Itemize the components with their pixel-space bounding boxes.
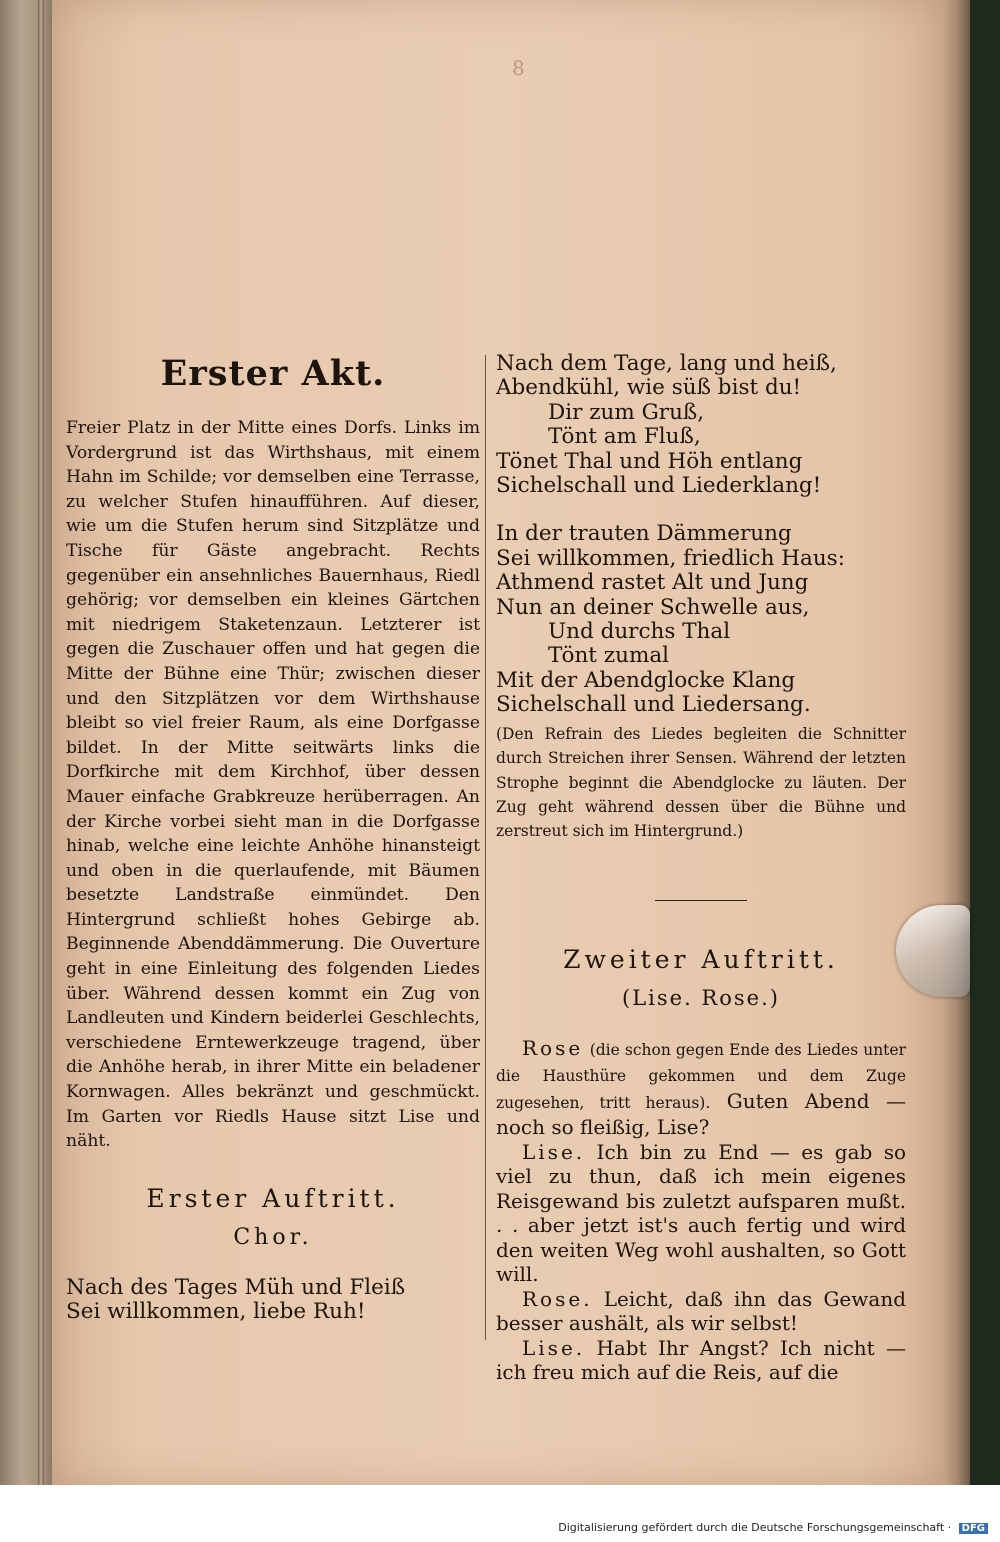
verse-line: Tönt zumal — [548, 643, 670, 669]
stage-direction-inline: (die schon gegen Ende des Liedes unter die Hausthüre gekommen und dem Zuge zugesehen, tritt heraus). — [496, 1040, 906, 1112]
character-list: (Lise. Rose.) — [622, 985, 780, 1010]
dialog-entry — [496, 1336, 906, 1385]
verse-line: Sichelschall und Liedersang. — [496, 692, 811, 718]
background-board — [970, 0, 1000, 1485]
dialog-entry — [496, 1140, 906, 1287]
dialog-block — [496, 1036, 906, 1385]
verse-line: Und durchs Thal — [548, 619, 731, 645]
dfg-logo: DFG — [959, 1523, 988, 1534]
separator-rule — [655, 900, 747, 901]
verse-line: Athmend rastet Alt und Jung — [496, 570, 809, 596]
left-column — [66, 350, 480, 1325]
verse-line: Dir zum Gruß, — [548, 399, 705, 425]
scene-title: Erster Auftritt. — [146, 1183, 400, 1213]
speaker-name: Rose — [522, 1035, 584, 1060]
stage-direction: (Den Refrain des Liedes begleiten die Schnitter durch Streichen ihrer Sensen. Während der letzten Strophe beginnt die Abendglocke zu läuten. Der Zug geht während dessen über die Bühne und zerstreut sich im Hintergrund.) — [496, 724, 906, 841]
speech-text: Ich bin zu End — es gab so viel zu thun, daß ich mein eigenes Reisgewand bis zuletzt aufsparen mußt. . . aber jetzt ist's auch fertig und wird den weiten Weg wohl aushalten, so Gott will. — [496, 1139, 907, 1287]
speech-text: Habt Ihr Angst? Ich nicht — ich freu mich auf die Reis, auf die — [496, 1335, 906, 1385]
verse-line: Tönt am Fluß, — [548, 424, 701, 450]
verse-line: Nach dem Tage, lang und heiß, — [496, 351, 837, 376]
dialog-entry — [496, 1287, 906, 1336]
verse-line: Nun an deiner Schwelle aus, — [496, 594, 810, 620]
verse-line: Sei willkommen, liebe Ruh! — [66, 1299, 366, 1325]
verse-line: Abendkühl, wie süß bist du! — [496, 375, 802, 401]
footer-credit — [558, 1521, 988, 1534]
stage-direction: Freier Platz in der Mitte eines Dorfs. Links im Vordergrund ist das Wirthshaus, mit einem Hahn im Schilde; vor demselben eine Terrasse, zu welcher Stufen hinaufführen. Auf dieser, wie um die Stufen herum sind Sitzplätze und Tische für Gäste angebracht. Rechts gegenüber ein ansehnliches Bauernhaus, Riedl gehörig; vor demselben ein kleines Gärtchen mit niedrigem Staketenzaun. Letzterer ist gegen die Zuschauer offen und hat gegen die Mitte der Bühne eine Thür; zwischen dieser und den Sitzplätzen vor dem Wirthshause bleibt so viel freier Raum, als eine Dorfgasse bildet. In der Mitte seitwärts links die Dorfkirche mit dem Kirchhof, über dessen Mauer einfache Grabkreuze herüberragen. An der Kirche vorbei sieht man in die Dorfgasse hinab, welche eine leichte Anhöhe hinansteigt und oben in die querlaufende, mit Bäumen besetzte Landstraße einmündet. Den Hintergrund schließt hohes Gebirge ab. Beginnende Abenddämmerung. Die Ouverture geht in eine Einleitung des folgenden Liedes über. Während dessen kommt ein Zug von Landleuten und Kindern beiderlei Geschlechts, verschiedene Erntewerkzeuge tragend, über die Anhöhe herab, in ihrer Mitte ein beladener Kornwagen. Alles bekränzt und geschmückt. Im Garten vor Riedls Hause sitzt Lise und näht. — [66, 418, 480, 1152]
speech-text: Guten Abend — noch so fleißig, Lise? — [496, 1088, 907, 1140]
binding-edge — [38, 0, 44, 1485]
verse-line: Tönet Thal und Höh entlang — [496, 448, 803, 474]
verse-line: Nach des Tages Müh und Fleiß — [66, 1274, 406, 1300]
right-column — [496, 352, 906, 1385]
verse-line: In der trauten Dämmerung — [496, 521, 792, 547]
speaker-name: Lise. — [522, 1139, 586, 1164]
speaker-heading: Chor. — [233, 1224, 313, 1250]
act-title: Erster Akt. — [160, 353, 386, 394]
speech-text: Leicht, daß ihn das Gewand besser aushält, als wir selbst! — [496, 1286, 906, 1336]
footer-bar — [0, 1485, 1000, 1542]
speaker-name: Lise. — [522, 1335, 586, 1360]
column-divider — [485, 355, 486, 1340]
verse-line: Sei willkommen, friedlich Haus: — [496, 545, 845, 571]
footer-text: Digitalisierung gefördert durch die Deutsche Forschungsgemeinschaft · — [558, 1521, 952, 1534]
page-number: 8 — [512, 56, 525, 80]
verse-line: Sichelschall und Liederklang! — [496, 473, 822, 499]
stanza-2 — [496, 522, 906, 717]
speaker-name: Rose. — [522, 1286, 593, 1311]
verse-line: Mit der Abendglocke Klang — [496, 667, 796, 693]
scene-title: Zweiter Auftritt. — [563, 944, 839, 974]
stanza-1 — [496, 352, 906, 498]
dialog-entry — [496, 1036, 906, 1140]
page-edge — [944, 0, 970, 1485]
